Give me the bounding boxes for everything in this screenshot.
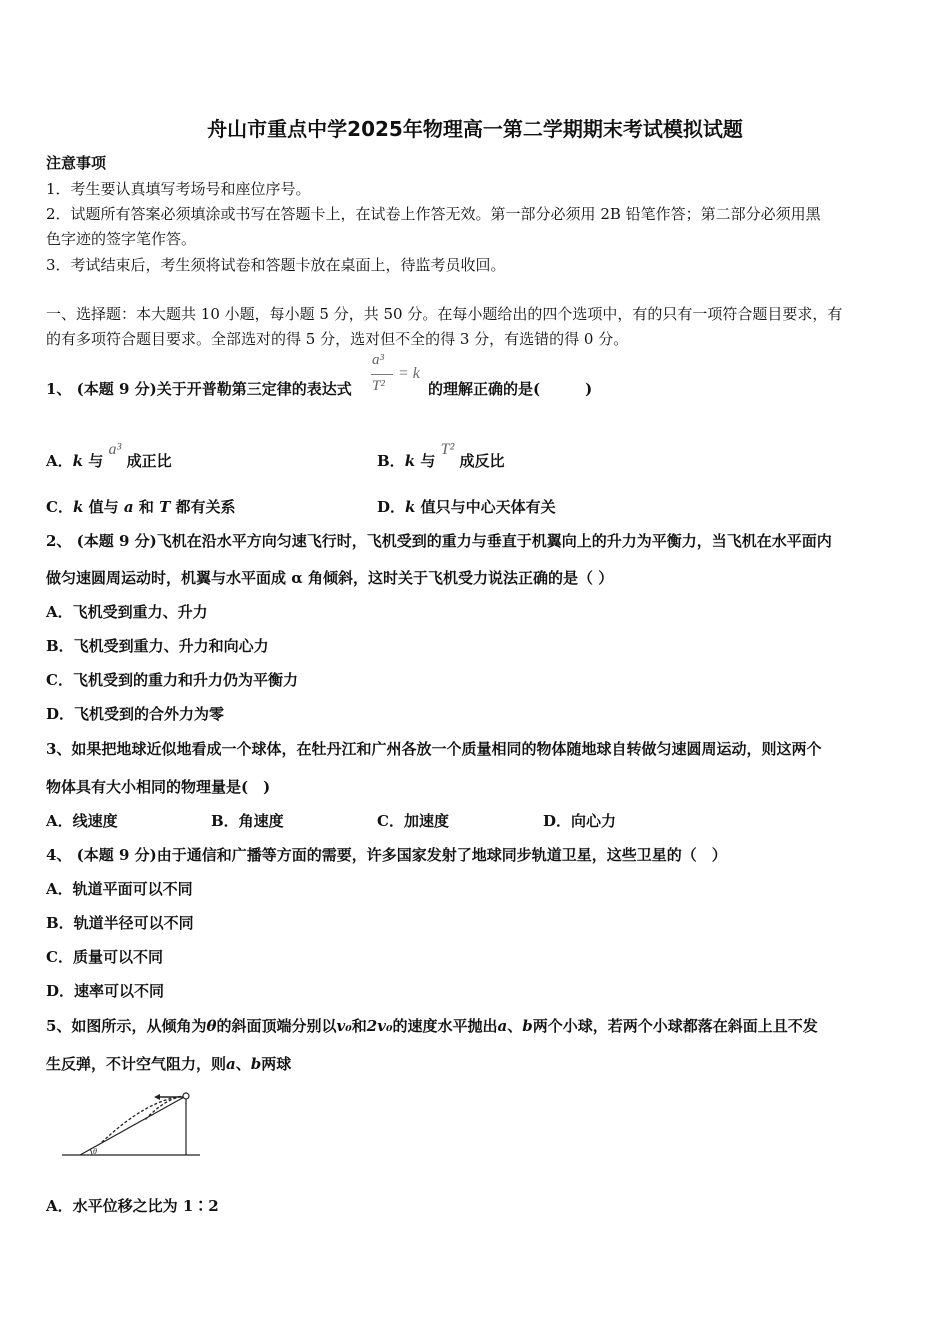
q3-stem-line1: 3、如果把地球近似地看成一个球体，在牡丹江和广州各放一个质量相同的物体随地球自转做匀速圆周运动，则这两个 <box>46 740 822 758</box>
q3-option-d: D．向心力 <box>543 812 617 830</box>
q4-option-d: D．速率可以不同 <box>46 982 165 1000</box>
q1-option-b-symbol: T² <box>440 441 455 458</box>
q3-stem-line2: 物体具有大小相同的物理量是( ) <box>46 778 271 796</box>
q1-formula-denominator: T² <box>372 378 385 394</box>
notice-item-1: 1．考生要认真填写考场号和座位序号。 <box>46 180 311 198</box>
q2-stem-line2: 做匀速圆周运动时，机翼与水平面成 α 角倾斜，这时关于飞机受力说法正确的是（ ） <box>46 569 614 587</box>
q1-formula-bar <box>371 374 393 375</box>
q4-stem: 4、 (本题 9 分)由于通信和广播等方面的需要，许多国家发射了地球同步轨道卫星，这些卫星的（ ） <box>46 846 727 864</box>
q1-formula-numerator: a³ <box>372 352 384 368</box>
q1-option-a-symbol: a³ <box>108 441 122 458</box>
q1-stem <box>46 378 352 399</box>
section-instructions-line2: 的有多项符合题目要求。全部选对的得 5 分，选对但不全的得 3 分，有选错的得 0 分。 <box>46 330 629 348</box>
notice-item-3: 3．考试结束后，考生须将试卷和答题卡放在桌面上，待监考员收回。 <box>46 256 506 274</box>
q3-option-a: A．线速度 <box>46 812 118 830</box>
incline-projectile-figure <box>58 1088 203 1160</box>
q1-option-d: D．k 值只与中心天体有关 <box>377 498 556 516</box>
page-title: 舟山市重点中学2025年物理高一第二学期期末考试模拟试题 <box>207 117 743 141</box>
q1-option-a: A．k 与 a³ 成正比 <box>46 441 172 470</box>
q2-option-c: C．飞机受到的重力和升力仍为平衡力 <box>46 671 298 689</box>
velocity-arrow-head <box>154 1094 160 1100</box>
q1-option-c: C．k 值与 a 和 T 都有关系 <box>46 498 236 516</box>
q3-option-c: C．加速度 <box>377 812 449 830</box>
q4-option-c: C．质量可以不同 <box>46 948 163 966</box>
q4-option-b: B．轨道半径可以不同 <box>46 914 194 932</box>
ball <box>183 1093 189 1099</box>
notice-item-2-cont: 色字迹的签字笔作答。 <box>46 230 197 248</box>
q1-prefix: 1、 (本题 9 分)关于开普勒第三定律的表达式 <box>46 380 352 398</box>
q3-option-b: B．角速度 <box>211 812 284 830</box>
notice-heading: 注意事项 <box>46 154 107 172</box>
notice-item-2: 2．试题所有答案必须填涂或书写在答题卡上，在试卷上作答无效。第一部分必须用 2B 铅笔作答；第二部分必须用黑 <box>46 205 821 223</box>
q5-option-a: A．水平位移之比为 1∶2 <box>46 1197 219 1215</box>
angle-arc <box>90 1149 92 1155</box>
q5-stem-line2: 生反弹，不计空气阻力，则a、b两球 <box>46 1055 292 1073</box>
q1-suffix: 的理解正确的是( ) <box>428 380 593 398</box>
q4-option-a: A．轨道平面可以不同 <box>46 880 193 898</box>
q5-stem-line1: 5、如图所示，从倾角为θ的斜面顶端分别以v₀和2v₀的速度水平抛出a、b两个小球，若两个小球都落在斜面上且不发 <box>46 1017 818 1035</box>
section-instructions-line1: 一、选择题：本大题共 10 小题，每小题 5 分，共 50 分。在每小题给出的四个选项中，有的只有一项符合题目要求，有 <box>46 305 843 323</box>
angle-theta-label: θ <box>93 1147 97 1156</box>
q2-stem-line1: 2、 (本题 9 分)飞机在沿水平方向匀速飞行时，飞机受到的重力与垂直于机翼向上的升力为平衡力，当飞机在水平面内 <box>46 532 832 550</box>
q1-formula-rhs: = k <box>398 365 420 382</box>
q2-option-b: B．飞机受到重力、升力和向心力 <box>46 637 269 655</box>
q2-option-a: A．飞机受到重力、升力 <box>46 603 208 621</box>
q1-option-b: B．k 与 T² 成反比 <box>377 441 505 470</box>
q2-option-d: D．飞机受到的合外力为零 <box>46 705 225 723</box>
